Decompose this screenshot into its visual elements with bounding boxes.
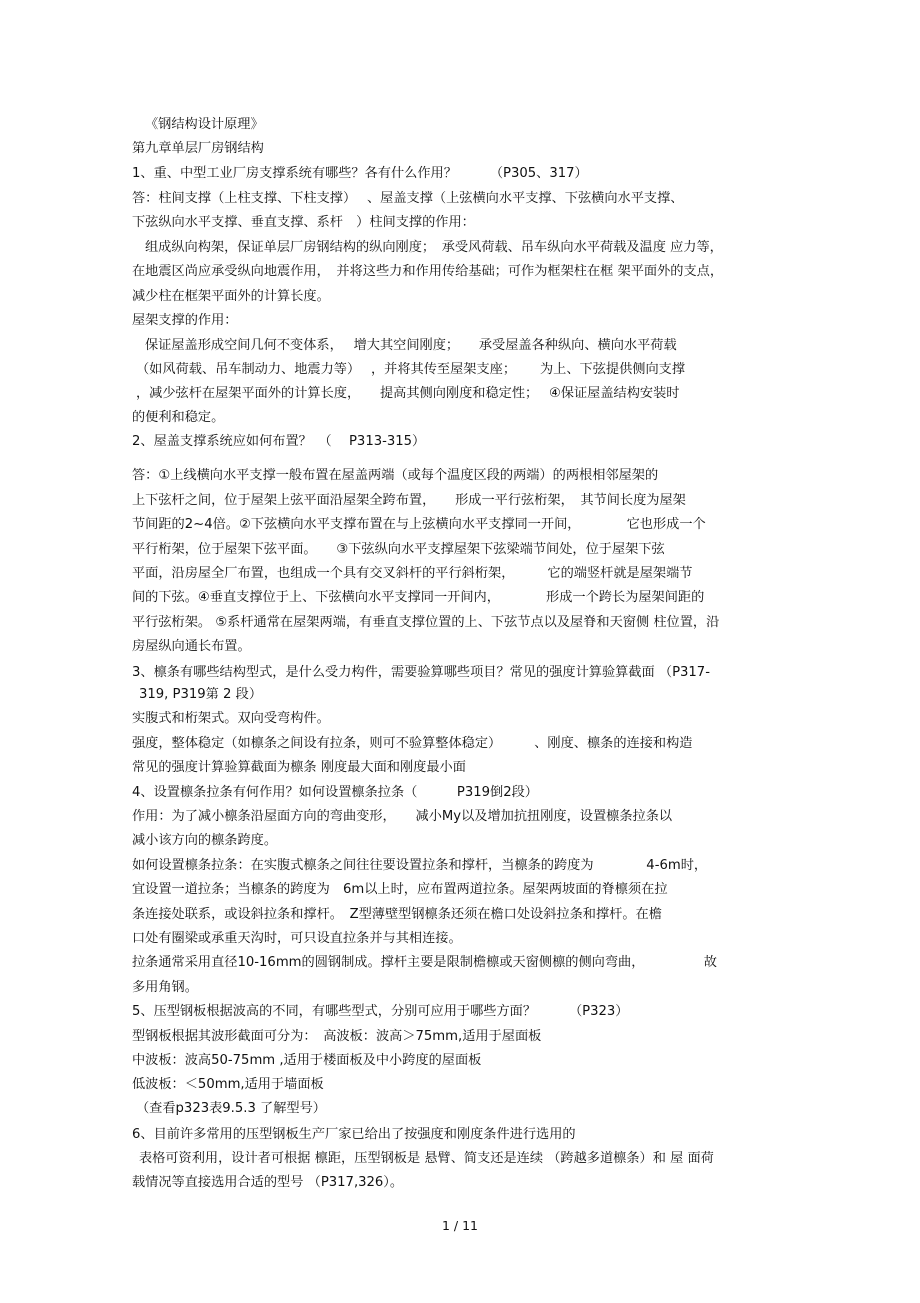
- text-line: 宜设置一道拉条；当檩条的跨度为 6m以上时，应布置两道拉条。屋架两坡面的脊檩须在拉: [132, 882, 668, 897]
- text-line: 屋架支撑的作用：: [132, 313, 238, 328]
- text-line: 减少柱在框架平面外的计算长度。: [132, 289, 330, 304]
- text-line: 的便利和稳定。: [132, 410, 225, 425]
- text-line: 低波板：＜50mm,适用于墙面板: [132, 1077, 324, 1092]
- text-line: 实腹式和桁架式。双向受弯构件。: [132, 711, 330, 726]
- text-line: 常见的强度计算验算截面为檩条 刚度最大面和刚度最小面: [132, 760, 466, 775]
- text-line: 拉条通常采用直径10-16mm的圆钢制成。撑杆主要是限制檐檩或天窗侧檩的侧向弯曲， 故: [132, 955, 717, 970]
- text-line: 表格可资利用，设计者可根据 檩距，压型钢板是 悬臂、简支还是连续 （跨越多道檩条）和 屋 面荷: [139, 1151, 714, 1166]
- text-line: 答：柱间支撑（上柱支撑、下柱支撑） 、屋盖支撑（上弦横向水平支撑、下弦横向水平支撑、: [132, 191, 684, 206]
- text-line: 保证屋盖形成空间几何不变体系， 增大其空间刚度； 承受屋盖各种纵向、横向水平荷载: [145, 338, 677, 353]
- question-5: 5、压型钢板根据波高的不同，有哪些型式，分别可应用于哪些方面？ （P323）: [132, 1004, 629, 1019]
- text-line: 下弦纵向水平支撑、垂直支撑、系杆 ）柱间支撑的作用：: [132, 215, 475, 230]
- text-line: 作用：为了减小檩条沿屋面方向的弯曲变形， 减小My以及增加抗扭刚度，设置檩条拉条以: [132, 809, 673, 824]
- text-line: 组成纵向构架，保证单层厂房钢结构的纵向刚度； 承受风荷载、吊车纵向水平荷载及温度 应力等，: [145, 240, 723, 255]
- text-line: （如风荷载、吊车制动力、地震力等） ，并将其传至屋架支座； 为上、下弦提供侧向支撑: [136, 362, 686, 377]
- book-title: 《钢结构设计原理》: [145, 117, 264, 132]
- text-line: 平行弦桁架。 ⑤系杆通常在屋架两端，有垂直支撑位置的上、下弦节点以及屋脊和天窗侧 柱位置，沿: [132, 615, 720, 630]
- text-line: 多用角钢。: [132, 980, 198, 995]
- question-4: 4、设置檩条拉条有何作用？如何设置檩条拉条（ P319倒2段）: [132, 785, 538, 800]
- text-line: 在地震区尚应承受纵向地震作用， 并将这些力和作用传给基础；可作为框架柱在框 架平面外的支点，: [132, 264, 724, 279]
- text-line: 型钢板根据其波形截面可分为： 高波板：波高＞75mm,适用于屋面板: [132, 1029, 542, 1044]
- text-line: 条连接处联系，或设斜拉条和撑杆。 Z型薄壁型钢檩条还须在檐口处设斜拉条和撑杆。在檐: [132, 907, 662, 922]
- chapter-title: 第九章单层厂房钢结构: [132, 141, 264, 156]
- text-line: ，减少弦杆在屋架平面外的计算长度， 提高其侧向刚度和稳定性； ④保证屋盖结构安装时: [136, 386, 680, 401]
- text-line: 中波板：波高50-75mm ,适用于楼面板及中小跨度的屋面板: [132, 1053, 482, 1068]
- text-line: 强度，整体稳定（如檩条之间设有拉条，则可不验算整体稳定） 、刚度、檩条的连接和构造: [132, 736, 693, 751]
- text-line: 如何设置檩条拉条：在实腹式檩条之间往往要设置拉条和撑杆，当檩条的跨度为 4-6m时，: [132, 858, 708, 873]
- text-line: 载情况等直接选用合适的型号 （P317,326）。: [132, 1175, 404, 1190]
- text-line: 平行桁架，位于屋架下弦平面。 ③下弦纵向水平支撑屋架下弦梁端节间处，位于屋架下弦: [132, 542, 665, 557]
- question-2: 2、屋盖支撑系统应如何布置？ （ P313-315）: [132, 434, 426, 449]
- text-line: （查看p323表9.5.3 了解型号）: [136, 1101, 326, 1116]
- text-line: 减小该方向的檩条跨度。: [132, 833, 278, 848]
- text-line: 答：①上线横向水平支撑一般布置在屋盖两端（或每个温度区段的两端）的两根相邻屋架的: [132, 468, 659, 483]
- text-line: 节间距的2~4倍。②下弦横向水平支撑布置在与上弦横向水平支撑同一开间， 它也形成一个: [132, 517, 706, 532]
- question-1: 1、重、中型工业厂房支撑系统有哪些？各有什么作用？ （P305、317）: [132, 166, 588, 181]
- text-line: 上下弦杆之间，位于屋架上弦平面沿屋架全跨布置， 形成一平行弦桁架， 其节间长度为屋架: [132, 493, 686, 508]
- question-3: 3、檩条有哪些结构型式，是什么受力构件，需要验算哪些项目？常见的强度计算验算截面 （P317-: [132, 665, 710, 680]
- text-line: 口处有圈梁或承重天沟时，可只设直拉条并与其相连接。: [132, 931, 462, 946]
- page-number: 1 / 11: [441, 1218, 479, 1233]
- text-line: 平面，沿房屋全厂布置，也组成一个具有交叉斜杆的平行斜桁架， 它的端竖杆就是屋架端节: [132, 566, 693, 581]
- text-line: 间的下弦。④垂直支撑位于上、下弦横向水平支撑同一开间内， 形成一个跨长为屋架间距的: [132, 590, 705, 605]
- text-line: 319, P319第 2 段）: [139, 687, 263, 702]
- text-line: 房屋纵向通长布置。: [132, 639, 251, 654]
- question-6: 6、目前许多常用的压型钢板生产厂家已给出了按强度和刚度条件进行选用的: [132, 1127, 576, 1142]
